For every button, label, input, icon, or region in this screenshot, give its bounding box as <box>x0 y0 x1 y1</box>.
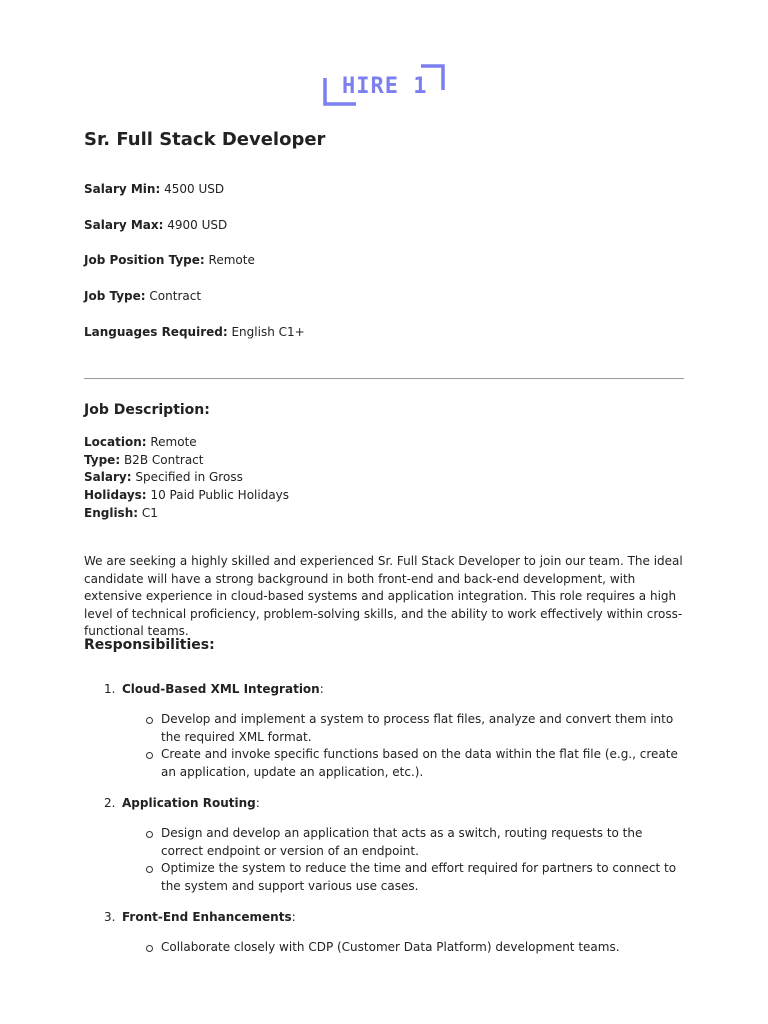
detail-label: English: <box>84 505 139 520</box>
bullet-circle-icon <box>146 831 153 838</box>
detail-holidays <box>84 487 289 505</box>
detail-value: Specified in Gross <box>135 470 243 485</box>
detail-label: Holidays: <box>84 488 147 503</box>
hire1-logo <box>322 62 446 108</box>
bullet-item <box>146 825 686 860</box>
bullet-text: Create and invoke specific functions based on the data within the flat file (e.g., create an application, update an application, etc.). <box>161 747 678 779</box>
field-value: English C1+ <box>231 325 305 339</box>
job-title: Sr. Full Stack Developer <box>84 129 326 150</box>
list-number: 2. <box>104 796 116 810</box>
field-job-position-type <box>84 253 255 268</box>
field-value: Remote <box>208 253 255 267</box>
bullet-item <box>146 711 686 746</box>
field-value: 4900 USD <box>167 218 228 232</box>
field-languages-required <box>84 325 305 340</box>
job-description-heading: Job Description: <box>84 402 210 418</box>
detail-label: Type: <box>84 452 121 467</box>
field-salary-min <box>84 182 224 197</box>
detail-type <box>84 452 289 470</box>
job-details-list <box>84 434 289 523</box>
detail-label: Location: <box>84 435 147 449</box>
bullet-circle-icon <box>146 866 153 873</box>
field-label: Job Position Type: <box>84 253 205 267</box>
field-job-type <box>84 289 201 304</box>
detail-salary <box>84 469 289 487</box>
bullet-item <box>146 939 686 957</box>
responsibility-title: Cloud-Based XML Integration <box>122 682 320 696</box>
responsibility-item-3 <box>104 910 296 925</box>
bullet-text: Develop and implement a system to process flat files, analyze and convert them into the required XML format. <box>161 712 674 744</box>
detail-value: Remote <box>150 435 197 449</box>
list-number: 3. <box>104 910 116 924</box>
responsibility-item-2 <box>104 796 260 811</box>
field-label: Job Type: <box>84 289 146 303</box>
bullet-text: Design and develop an application that acts as a switch, routing requests to the correct endpoint or version of an endpoint. <box>161 826 643 858</box>
detail-english <box>84 505 289 523</box>
field-salary-max <box>84 218 227 233</box>
bullet-text: Collaborate closely with CDP (Customer Data Platform) development teams. <box>161 940 620 954</box>
section-divider <box>84 378 684 379</box>
job-summary: We are seeking a highly skilled and experienced Sr. Full Stack Developer to join our team. The ideal candidate will have a strong background in both front-end and back-end development, with extensive experience in cloud-based systems and application integration. This role requires a high level of technical proficiency, problem-solving skills, and the ability to work effectively within cross-functional teams. <box>84 554 683 638</box>
detail-value: C1 <box>141 505 158 520</box>
detail-value: 10 Paid Public Holidays <box>150 488 290 503</box>
field-label: Languages Required: <box>84 325 228 339</box>
bullet-circle-icon <box>146 752 153 759</box>
responsibilities-heading: Responsibilities: <box>84 637 215 653</box>
bullet-item <box>146 746 686 781</box>
title-suffix: : <box>291 910 296 924</box>
field-value: 4500 USD <box>164 182 225 196</box>
title-suffix: : <box>255 796 260 810</box>
bullet-circle-icon <box>146 945 153 952</box>
responsibility-item-1 <box>104 682 324 697</box>
logo-text: HIRE 1 <box>342 74 428 99</box>
responsibility-title: Application Routing <box>122 796 256 810</box>
detail-label: Salary: <box>84 470 132 485</box>
bullet-text: Optimize the system to reduce the time and effort required for partners to connect to the system and support various use cases. <box>161 861 677 893</box>
field-label: Salary Max: <box>84 218 164 232</box>
field-label: Salary Min: <box>84 182 161 196</box>
field-value: Contract <box>149 289 202 303</box>
bullet-item <box>146 860 686 895</box>
responsibility-title: Front-End Enhancements <box>122 910 292 924</box>
list-number: 1. <box>104 682 116 696</box>
detail-location <box>84 434 289 452</box>
detail-value: B2B Contract <box>123 452 204 467</box>
bullet-circle-icon <box>146 717 153 724</box>
title-suffix: : <box>319 682 324 696</box>
